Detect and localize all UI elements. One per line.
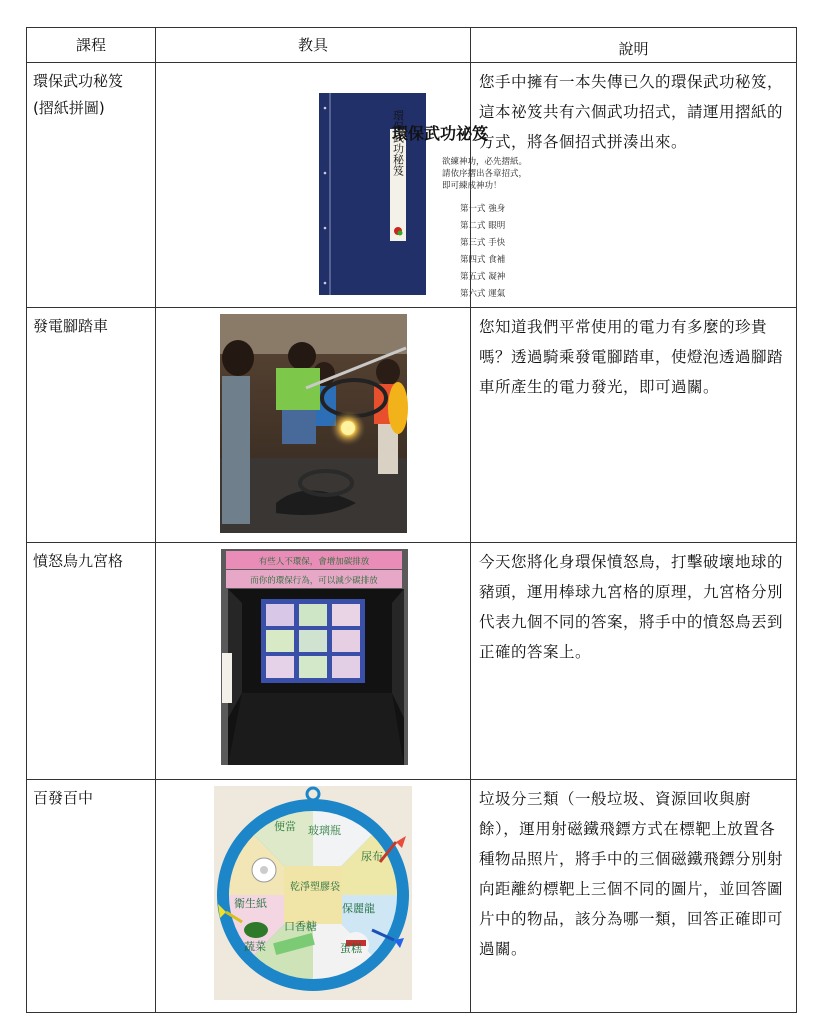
desc-cell [471,780,797,1013]
board-label: 衛生紙 [234,897,267,910]
book-move: 第五式 凝神 [460,272,506,282]
header-row [27,28,797,63]
board-label: 保麗龍 [342,902,375,915]
answer-grid [266,604,360,678]
secret-book-image [156,63,528,303]
course-name: 發電腳踏車 [33,317,109,335]
answer-card [332,656,360,678]
course-cell [27,543,156,780]
book-intro-line: 欲練神功，必先摺紙。 [442,157,528,167]
description: 垃圾分三類（一般垃圾、資源回收與廚餘），運用射磁鐵飛鏢方式在標靶上放置各種物品照片，將手中的三個磁鐵飛鏢分別射向距離約標靶上三個不同的圖片，並回答圖片中的物品，該分為哪一類，回答正確即可過關。 [479,790,784,958]
tool-cell [156,543,471,780]
banner-line: 而你的環保行為，可以減少碳排放 [250,576,378,586]
answer-card [299,656,327,678]
desc-cell [471,308,797,543]
bike-photo [156,308,470,538]
dartboard-photo [156,780,470,1008]
table-row [27,308,797,543]
book-intro-line: 請依序摺出各章招式， [442,169,528,179]
course-name: 百發百中 [33,789,94,807]
tool-cell [156,780,471,1013]
description: 您知道我們平常使用的電力有多麼的珍貴嗎？透過騎乘發電腳踏車，使燈泡透過腳踏車所產生的電力發光，即可過關。 [479,318,784,396]
desc-cell [471,543,797,780]
book-move: 第二式 眼明 [460,221,506,231]
book-move: 第三式 手快 [460,238,506,248]
book-spine-title: 環保武功秘笈 [391,110,405,176]
answer-card [266,656,294,678]
board-label: 玻璃瓶 [308,824,341,837]
desc-cell [471,63,797,308]
book-move: 第四式 食補 [460,255,506,265]
answer-card [299,630,327,652]
board-label: 蔬菜 [244,940,266,953]
answer-card [299,604,327,626]
board-label: 口香糖 [284,920,317,933]
book-move: 第六式 運氣 [460,289,506,299]
book-move: 第一式 強身 [460,204,506,214]
answer-card [266,604,294,626]
header-tool: 教具 [156,28,471,63]
board-label: 尿布 [361,850,383,863]
table-row [27,780,797,1013]
course-name: 憤怒鳥九宮格 [33,552,124,570]
course-cell [27,308,156,543]
header-course: 課程 [27,28,156,63]
description: 今天您將化身環保憤怒鳥，打擊破壞地球的豬頭，運用棒球九宮格的原理，九宮格分別代表九個不同的答案，將手中的憤怒鳥丟到正確的答案上。 [479,553,784,661]
answer-card [266,630,294,652]
tool-cell [156,308,471,543]
banner-line: 有些人不環保，會增加碳排放 [258,557,370,567]
board-label: 便當 [274,820,296,833]
answer-card [332,604,360,626]
description: 您手中擁有一本失傳已久的環保武功秘笈，這本祕笈共有六個武功招式，請運用摺紙的方式，將各個招式拼湊出來。 [479,73,784,151]
board-label: 蛋糕 [340,942,362,955]
nine-grid-photo [156,543,470,775]
table-row [27,543,797,780]
activity-table [26,27,797,1013]
tool-cell [156,63,528,308]
table-row [27,63,797,308]
book-title: 環保武功祕笈 [391,124,489,143]
book-intro-line: 即可練成神功！ [442,181,502,191]
board-label: 乾淨塑膠袋 [290,882,340,893]
answer-card [332,630,360,652]
course-cell [27,780,156,1013]
header-desc: 說明 [471,28,797,63]
course-cell [27,63,156,308]
course-name: 環保武功秘笈 (摺紙拼圖) [33,72,124,117]
